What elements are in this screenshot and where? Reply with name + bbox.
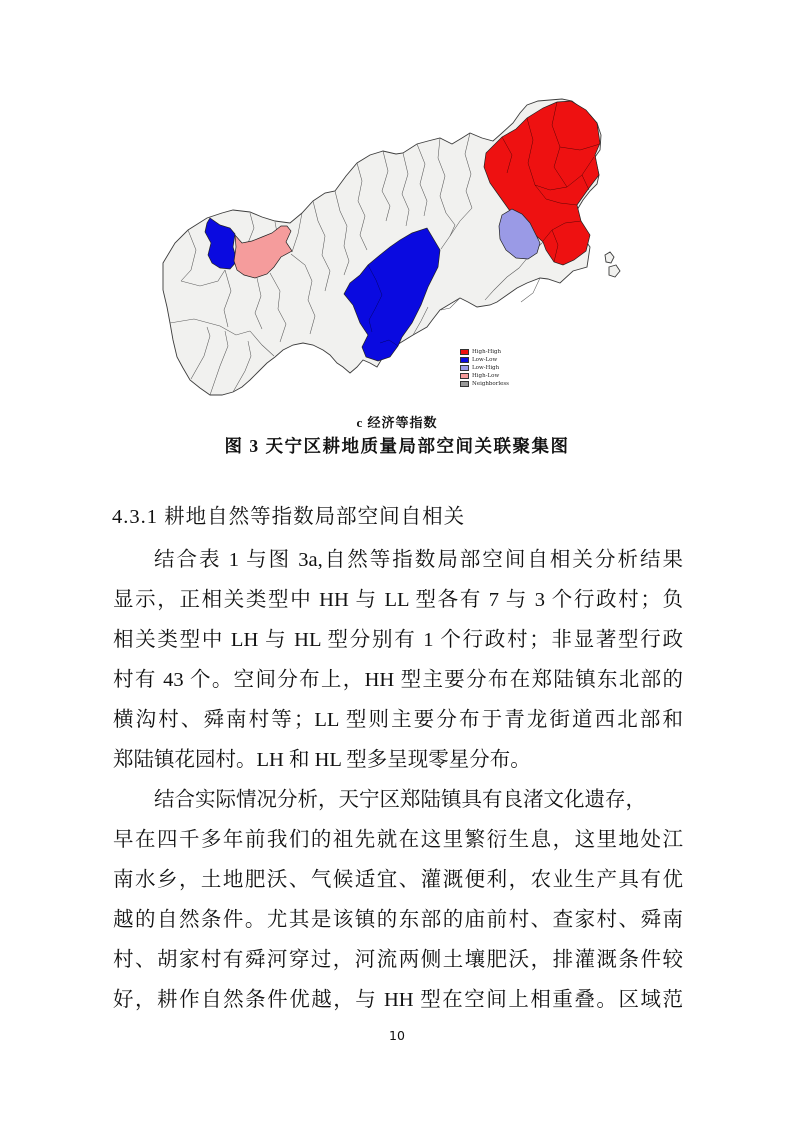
figure-caption: 图 3 天宁区耕地质量局部空间关联聚集图: [224, 436, 570, 456]
text-line: 村、胡家村有舜河穿过，河流两侧土壤肥沃，排灌溉条件较: [113, 949, 683, 971]
legend-swatch-high-low: [460, 373, 469, 379]
map-svg: [150, 95, 630, 405]
legend-item: [460, 381, 509, 387]
map-legend: [460, 349, 509, 389]
text-line: 越的自然条件。尤其是该镇的东部的庙前村、查家村、舜南: [113, 909, 683, 931]
legend-item: [460, 357, 509, 363]
map-island: [609, 265, 620, 277]
map-island: [605, 252, 614, 263]
text-line: 郑陆镇花园村。LH 和 HL 型多呈现零星分布。: [113, 749, 531, 771]
text-line: 村有 43 个。空间分布上，HH 型主要分布在郑陆镇东北部的: [113, 669, 683, 691]
legend-label: Low-Low: [472, 357, 498, 363]
legend-label: High-High: [472, 349, 502, 355]
legend-label: High-Low: [472, 373, 500, 379]
legend-swatch-low-high: [460, 365, 469, 371]
section-heading: 4.3.1 耕地自然等指数局部空间自相关: [112, 506, 466, 528]
text-line: 南水乡，土地肥沃、气候适宜、灌溉便利，农业生产具有优: [113, 869, 683, 891]
text-line: 好，耕作自然条件优越，与 HH 型在空间上相重叠。区域范: [113, 989, 683, 1011]
legend-item: [460, 365, 509, 371]
figure-subcaption: c 经济等指数: [356, 415, 438, 430]
paragraph-1: [113, 540, 683, 780]
body-text: [113, 540, 683, 1020]
legend-swatch-high-high: [460, 349, 469, 355]
text-line: 横沟村、舜南村等；LL 型则主要分布于青龙街道西北部和: [113, 709, 683, 731]
legend-swatch-neighborless: [460, 381, 469, 387]
text-line: 显示，正相关类型中 HH 与 LL 型各有 7 与 3 个行政村；负: [113, 589, 683, 611]
text-line: 相关类型中 LH 与 HL 型分别有 1 个行政村；非显著型行政: [113, 629, 683, 651]
legend-item: [460, 349, 509, 355]
text-line: 结合表 1 与图 3a,自然等指数局部空间自相关分析结果: [154, 549, 683, 571]
text-line: 早在四千多年前我们的祖先就在这里繁衍生息，这里地处江: [113, 829, 683, 851]
page-number: 10: [389, 1028, 405, 1043]
legend-item: [460, 373, 509, 379]
cluster-map-figure: [150, 95, 630, 405]
paragraph-2: [113, 780, 683, 1020]
legend-swatch-low-low: [460, 357, 469, 363]
legend-label: Neighborless: [472, 381, 510, 387]
legend-label: Low-High: [472, 365, 500, 371]
text-line: 结合实际情况分析，天宁区郑陆镇具有良渚文化遗存，: [154, 789, 646, 811]
